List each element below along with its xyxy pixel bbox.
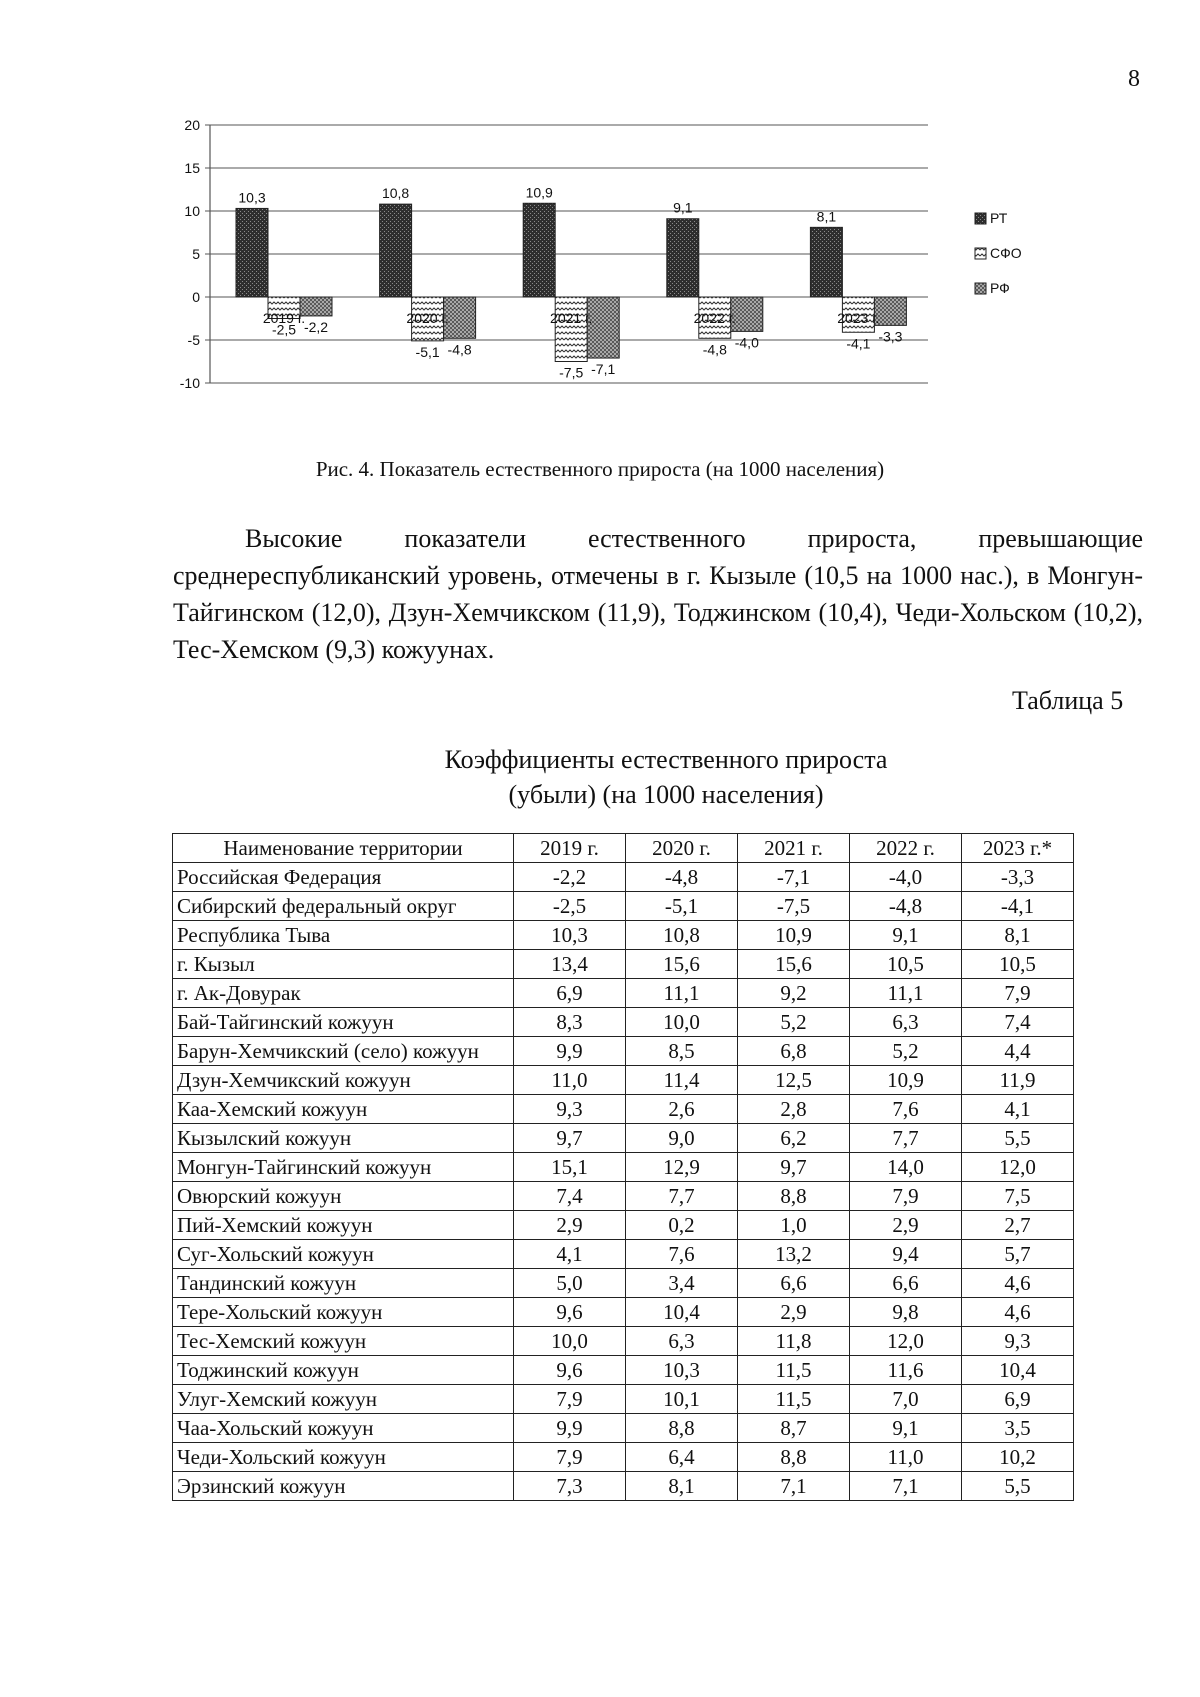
value-cell: 11,0	[514, 1066, 626, 1095]
territory-name-cell: Дзун-Хемчикский кожуун	[173, 1066, 514, 1095]
value-cell: 2,9	[514, 1211, 626, 1240]
value-cell: 7,9	[962, 979, 1074, 1008]
value-cell: 15,1	[514, 1153, 626, 1182]
table-row	[173, 950, 1074, 979]
data-label: -7,1	[591, 361, 616, 378]
data-label: -7,5	[559, 364, 584, 381]
value-cell: 2,9	[738, 1298, 850, 1327]
value-cell: 9,7	[514, 1124, 626, 1153]
legend-swatch	[975, 248, 986, 259]
table-row	[173, 1443, 1074, 1472]
value-cell: 8,8	[626, 1414, 738, 1443]
figure-caption: Рис. 4. Показатель естественного прироста (на 1000 населения)	[315, 457, 885, 481]
territory-name-cell: Бай-Тайгинский кожуун	[173, 1008, 514, 1037]
table-row	[173, 1211, 1074, 1240]
bar-РТ	[523, 203, 555, 297]
value-cell: 9,3	[962, 1327, 1074, 1356]
y-tick-label: 10	[184, 203, 200, 219]
value-cell: 5,5	[962, 1124, 1074, 1153]
territory-name-cell: Чаа-Хольский кожуун	[173, 1414, 514, 1443]
value-cell: 10,5	[850, 950, 962, 979]
territory-name-cell: Монгун-Тайгинский кожуун	[173, 1153, 514, 1182]
territory-name-cell: г. Ак-Довурак	[173, 979, 514, 1008]
table-row	[173, 1472, 1074, 1501]
body-paragraph: Высокие показатели естественного прироста, превышающие среднереспубликанский уровень, отмечены в г. Кызыле (10,5 на 1000 нас.), в Монгун-Тайгинском (12,0), Дзун-Хемчикском (11,9), Тоджинском (10,4), Чеди-Хольском (10,2), Тес-Хемском (9,3) кожуунах.	[173, 524, 1143, 664]
header-2022: 2022 г.	[850, 834, 962, 863]
data-label: 10,3	[238, 189, 266, 206]
value-cell: 10,3	[514, 921, 626, 950]
table-row	[173, 1124, 1074, 1153]
value-cell: 7,7	[850, 1124, 962, 1153]
value-cell: 7,9	[514, 1385, 626, 1414]
value-cell: 7,9	[850, 1182, 962, 1211]
bar-РТ	[667, 219, 699, 297]
data-label: -4,8	[447, 341, 472, 358]
value-cell: 9,6	[514, 1298, 626, 1327]
value-cell: 11,0	[850, 1443, 962, 1472]
value-cell: 11,8	[738, 1327, 850, 1356]
value-cell: 10,0	[626, 1008, 738, 1037]
bar-РФ	[587, 297, 619, 358]
value-cell: -5,1	[626, 892, 738, 921]
value-cell: 13,4	[514, 950, 626, 979]
value-cell: 13,2	[738, 1240, 850, 1269]
header-2021: 2021 г.	[738, 834, 850, 863]
page-number: 8	[1128, 66, 1140, 92]
value-cell: 10,9	[850, 1066, 962, 1095]
legend-label: РТ	[990, 210, 1008, 226]
territory-name-cell: Республика Тыва	[173, 921, 514, 950]
value-cell: 10,4	[962, 1356, 1074, 1385]
table-row	[173, 1298, 1074, 1327]
territory-name-cell: Чеди-Хольский кожуун	[173, 1443, 514, 1472]
table-title	[0, 742, 1200, 812]
value-cell: 2,6	[626, 1095, 738, 1124]
value-cell: 2,8	[738, 1095, 850, 1124]
table-row	[173, 1269, 1074, 1298]
value-cell: 12,0	[962, 1153, 1074, 1182]
header-2019: 2019 г.	[514, 834, 626, 863]
value-cell: 6,4	[626, 1443, 738, 1472]
value-cell: 8,7	[738, 1414, 850, 1443]
territory-name-cell: Барун-Хемчикский (село) кожуун	[173, 1037, 514, 1066]
table-row	[173, 1182, 1074, 1211]
value-cell: 7,6	[850, 1095, 962, 1124]
value-cell: 6,6	[738, 1269, 850, 1298]
territory-name-cell: Эрзинский кожуун	[173, 1472, 514, 1501]
category-label: 2020 г.	[406, 310, 449, 326]
value-cell: 7,3	[514, 1472, 626, 1501]
bar-РТ	[810, 227, 842, 297]
table-row	[173, 1066, 1074, 1095]
y-tick-label: 0	[192, 289, 200, 305]
data-label: 8,1	[816, 208, 837, 225]
value-cell: 5,2	[850, 1037, 962, 1066]
value-cell: 7,5	[962, 1182, 1074, 1211]
table-row	[173, 1385, 1074, 1414]
value-cell: 9,8	[850, 1298, 962, 1327]
value-cell: 9,7	[738, 1153, 850, 1182]
table-row	[173, 921, 1074, 950]
data-label: -5,1	[415, 343, 440, 360]
value-cell: 8,1	[962, 921, 1074, 950]
value-cell: 10,3	[626, 1356, 738, 1385]
category-label: 2022 г.	[693, 310, 736, 326]
table-row	[173, 1414, 1074, 1443]
value-cell: 12,5	[738, 1066, 850, 1095]
value-cell: 8,1	[626, 1472, 738, 1501]
value-cell: 7,4	[514, 1182, 626, 1211]
natural-growth-table	[172, 833, 1074, 1501]
data-label: -4,1	[846, 335, 871, 352]
table-title-line-2: (убыли) (на 1000 населения)	[508, 780, 824, 809]
value-cell: -4,8	[626, 863, 738, 892]
territory-name-cell: Каа-Хемский кожуун	[173, 1095, 514, 1124]
value-cell: 4,6	[962, 1298, 1074, 1327]
value-cell: 9,2	[738, 979, 850, 1008]
territory-name-cell: Овюрский кожуун	[173, 1182, 514, 1211]
value-cell: 5,7	[962, 1240, 1074, 1269]
y-tick-label: 15	[184, 160, 200, 176]
value-cell: 6,3	[626, 1327, 738, 1356]
y-tick-label: -10	[180, 375, 200, 391]
value-cell: 5,5	[962, 1472, 1074, 1501]
value-cell: 2,9	[850, 1211, 962, 1240]
value-cell: 10,8	[626, 921, 738, 950]
data-label: -2,2	[303, 318, 329, 335]
value-cell: 9,0	[626, 1124, 738, 1153]
legend-swatch	[975, 213, 986, 224]
value-cell: 9,4	[850, 1240, 962, 1269]
territory-name-cell: Суг-Хольский кожуун	[173, 1240, 514, 1269]
value-cell: -7,5	[738, 892, 850, 921]
value-cell: 8,8	[738, 1443, 850, 1472]
value-cell: 10,2	[962, 1443, 1074, 1472]
territory-name-cell: Тоджинский кожуун	[173, 1356, 514, 1385]
value-cell: 9,1	[850, 921, 962, 950]
value-cell: 10,1	[626, 1385, 738, 1414]
value-cell: 11,9	[962, 1066, 1074, 1095]
table-row	[173, 1008, 1074, 1037]
category-label: 2023 г.	[837, 310, 880, 326]
territory-name-cell: Тандинский кожуун	[173, 1269, 514, 1298]
table-header-row	[173, 834, 1074, 863]
value-cell: -2,5	[514, 892, 626, 921]
territory-name-cell: Тере-Хольский кожуун	[173, 1298, 514, 1327]
value-cell: 4,1	[962, 1095, 1074, 1124]
value-cell: 11,1	[626, 979, 738, 1008]
value-cell: 15,6	[626, 950, 738, 979]
value-cell: 15,6	[738, 950, 850, 979]
value-cell: -3,3	[962, 863, 1074, 892]
legend-label: РФ	[990, 280, 1010, 296]
value-cell: -7,1	[738, 863, 850, 892]
category-label: 2021 г.	[550, 310, 593, 326]
y-tick-label: -5	[187, 332, 200, 348]
value-cell: 4,4	[962, 1037, 1074, 1066]
territory-name-cell: Улуг-Хемский кожуун	[173, 1385, 514, 1414]
value-cell: 8,3	[514, 1008, 626, 1037]
value-cell: 11,6	[850, 1356, 962, 1385]
data-label: -4,0	[734, 334, 759, 351]
table-row	[173, 1356, 1074, 1385]
value-cell: 6,6	[850, 1269, 962, 1298]
value-cell: 10,9	[738, 921, 850, 950]
value-cell: 9,3	[514, 1095, 626, 1124]
table-label: Таблица 5	[1012, 686, 1124, 715]
bar-РТ	[380, 204, 412, 297]
legend-label: СФО	[990, 245, 1022, 261]
table-row	[173, 979, 1074, 1008]
header-territory: Наименование территории	[173, 834, 514, 863]
value-cell: 7,4	[962, 1008, 1074, 1037]
territory-name-cell: Сибирский федеральный округ	[173, 892, 514, 921]
value-cell: 10,4	[626, 1298, 738, 1327]
table-row	[173, 1153, 1074, 1182]
value-cell: 5,0	[514, 1269, 626, 1298]
value-cell: 11,1	[850, 979, 962, 1008]
value-cell: 14,0	[850, 1153, 962, 1182]
value-cell: 4,1	[514, 1240, 626, 1269]
data-label: -4,8	[702, 341, 727, 358]
data-label: 10,8	[381, 185, 410, 202]
value-cell: 11,5	[738, 1385, 850, 1414]
value-cell: 0,2	[626, 1211, 738, 1240]
value-cell: 10,5	[962, 950, 1074, 979]
value-cell: 7,1	[850, 1472, 962, 1501]
data-label: -3,3	[878, 328, 903, 345]
table-row	[173, 1240, 1074, 1269]
territory-name-cell: Пий-Хемский кожуун	[173, 1211, 514, 1240]
value-cell: 7,7	[626, 1182, 738, 1211]
value-cell: -4,1	[962, 892, 1074, 921]
value-cell: 4,6	[962, 1269, 1074, 1298]
value-cell: 12,9	[626, 1153, 738, 1182]
bar-РТ	[236, 208, 268, 297]
value-cell: 7,0	[850, 1385, 962, 1414]
value-cell: -4,0	[850, 863, 962, 892]
value-cell: 6,8	[738, 1037, 850, 1066]
value-cell: 5,2	[738, 1008, 850, 1037]
legend-swatch	[975, 283, 986, 294]
value-cell: 9,9	[514, 1037, 626, 1066]
value-cell: 7,1	[738, 1472, 850, 1501]
value-cell: -4,8	[850, 892, 962, 921]
territory-name-cell: г. Кызыл	[173, 950, 514, 979]
value-cell: 6,9	[962, 1385, 1074, 1414]
y-tick-label: 5	[192, 246, 200, 262]
value-cell: 6,9	[514, 979, 626, 1008]
data-label: -2,5	[271, 321, 297, 338]
header-2023: 2023 г.*	[962, 834, 1074, 863]
value-cell: 6,3	[850, 1008, 962, 1037]
value-cell: 3,5	[962, 1414, 1074, 1443]
category-label: 2019 г.	[262, 310, 306, 326]
table-body	[173, 863, 1074, 1501]
value-cell: 8,8	[738, 1182, 850, 1211]
value-cell: 8,5	[626, 1037, 738, 1066]
territory-name-cell: Тес-Хемский кожуун	[173, 1327, 514, 1356]
table-row	[173, 1327, 1074, 1356]
table-title-line-1: Коэффициенты естественного прироста	[444, 745, 888, 774]
value-cell: 1,0	[738, 1211, 850, 1240]
data-label: 10,9	[525, 184, 553, 201]
table-row	[173, 1095, 1074, 1124]
table-row	[173, 863, 1074, 892]
table-row	[173, 892, 1074, 921]
value-cell: 12,0	[850, 1327, 962, 1356]
territory-name-cell: Кызылский кожуун	[173, 1124, 514, 1153]
value-cell: 9,6	[514, 1356, 626, 1385]
territory-name-cell: Российская Федерация	[173, 863, 514, 892]
y-tick-label: 20	[184, 117, 200, 133]
value-cell: 11,4	[626, 1066, 738, 1095]
data-label: 9,1	[673, 199, 693, 216]
value-cell: 7,6	[626, 1240, 738, 1269]
value-cell: 9,1	[850, 1414, 962, 1443]
value-cell: 7,9	[514, 1443, 626, 1472]
table-row	[173, 1037, 1074, 1066]
value-cell: 3,4	[626, 1269, 738, 1298]
bar-СФО	[555, 297, 587, 362]
value-cell: 2,7	[962, 1211, 1074, 1240]
value-cell: 11,5	[738, 1356, 850, 1385]
value-cell: 9,9	[514, 1414, 626, 1443]
value-cell: 10,0	[514, 1327, 626, 1356]
value-cell: -2,2	[514, 863, 626, 892]
natural-growth-bar-chart	[180, 115, 1120, 430]
header-2020: 2020 г.	[626, 834, 738, 863]
value-cell: 6,2	[738, 1124, 850, 1153]
